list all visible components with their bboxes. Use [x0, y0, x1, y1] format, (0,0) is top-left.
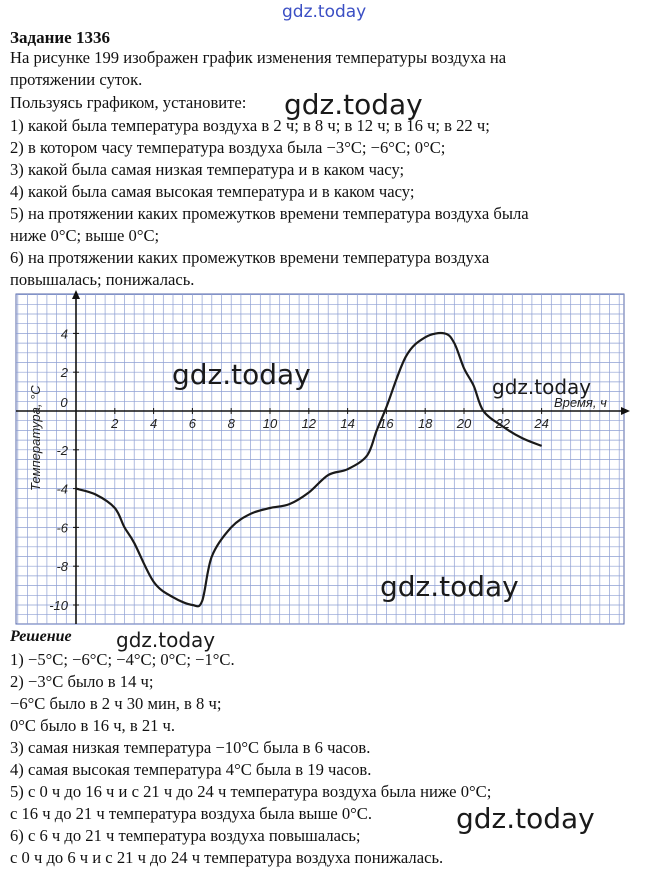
- y-tick-label: -8: [56, 559, 68, 575]
- solution-line: 6) с 6 ч до 21 ч температура воздуха повышалась;: [10, 826, 361, 845]
- task-line: 6) на протяжении каких промежутков времени температура воздуха: [10, 248, 490, 267]
- y-tick-label: -4: [56, 481, 68, 497]
- y-tick-label: -10: [49, 598, 68, 613]
- watermark[interactable]: gdz.today: [380, 570, 519, 603]
- x-tick-label: 24: [534, 416, 549, 431]
- watermark[interactable]: gdz.today: [116, 628, 216, 652]
- y-tick-label: 4: [60, 326, 68, 342]
- task-line: 3) какой была самая низкая температура и в каком часу;: [10, 160, 405, 179]
- watermark[interactable]: gdz.today: [172, 358, 311, 391]
- temperature-chart: [0, 288, 646, 626]
- task-line: 5) на протяжении каких промежутков времени температура воздуха была: [10, 204, 529, 223]
- y-axis-label: Температура, °С: [28, 385, 43, 491]
- solution-line: с 0 ч до 6 ч и с 21 ч до 24 ч температура воздуха понижалась.: [10, 848, 444, 867]
- solution-line: с 16 ч до 21 ч температура воздуха была выше 0°C.: [10, 804, 373, 823]
- x-tick-label: 20: [456, 416, 472, 431]
- x-tick-label: 4: [149, 416, 158, 431]
- solution-line: 5) с 0 ч до 16 ч и с 21 ч до 24 ч температура воздуха была ниже 0°C;: [10, 782, 492, 801]
- watermark[interactable]: gdz.today: [284, 88, 423, 121]
- watermark-top[interactable]: gdz.today: [282, 2, 367, 22]
- task-line: повышалась; понижалась.: [10, 270, 195, 289]
- solution-line: 1) −5°C; −6°C; −4°C; 0°C; −1°C.: [10, 650, 235, 669]
- task-line: 2) в котором часу температура воздуха была −3°C; −6°C; 0°C;: [10, 138, 446, 157]
- x-axis-label: Время, ч: [554, 395, 607, 410]
- task-line: протяжении суток.: [10, 70, 143, 89]
- x-tick-label: 14: [340, 416, 355, 431]
- solution-heading: Решение: [10, 628, 72, 645]
- solution-line: 0°C было в 16 ч, в 21 ч.: [10, 716, 176, 735]
- x-tick-label: 6: [188, 416, 197, 431]
- task-line: ниже 0°C; выше 0°C;: [10, 226, 160, 245]
- y-tick-label: 2: [60, 365, 68, 381]
- x-tick-label: 10: [262, 416, 278, 431]
- task-line: 1) какой была температура воздуха в 2 ч; в 8 ч; в 12 ч; в 16 ч; в 22 ч;: [10, 116, 490, 135]
- x-tick-label: 2: [111, 416, 119, 431]
- x-tick-label: 18: [417, 416, 433, 431]
- chart-grid-frame: [16, 294, 624, 624]
- task-line: На рисунке 199 изображен график изменения температуры воздуха на: [10, 48, 507, 67]
- y-tick-label: -2: [56, 442, 68, 458]
- watermark[interactable]: gdz.today: [456, 802, 595, 835]
- x-tick-label: 16: [379, 416, 394, 431]
- x-tick-label: 12: [301, 416, 317, 431]
- solution-line: 2) −3°C было в 14 ч;: [10, 672, 154, 691]
- solution-line: −6°C было в 2 ч 30 мин, в 8 ч;: [10, 694, 222, 713]
- solution-line: 4) самая высокая температура 4°C была в 19 часов.: [10, 760, 372, 779]
- x-tick-label: 22: [495, 416, 511, 431]
- task-line: 4) какой была самая высокая температура и в каком часу;: [10, 182, 415, 201]
- y-tick-label: -6: [56, 520, 68, 536]
- x-axis-arrow: [621, 407, 630, 415]
- solution-line: 3) самая низкая температура −10°C была в 6 часов.: [10, 738, 371, 757]
- task-title: Задание 1336: [10, 28, 110, 47]
- task-line: Пользуясь графиком, установите:: [10, 93, 247, 112]
- x-tick-label: 8: [227, 416, 235, 431]
- watermark[interactable]: gdz.today: [492, 375, 592, 399]
- origin-label: 0: [60, 395, 68, 410]
